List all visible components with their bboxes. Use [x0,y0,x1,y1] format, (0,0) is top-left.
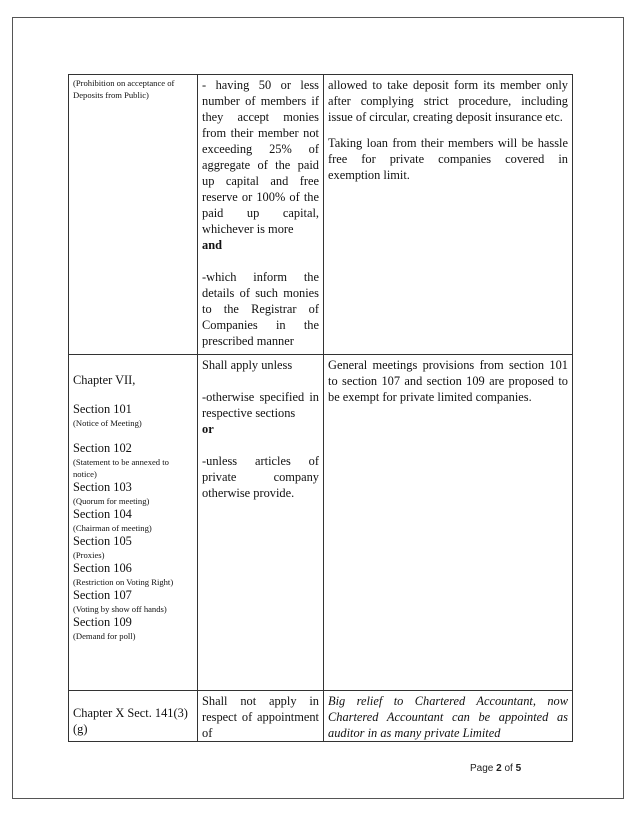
condition-text: -unless articles of private company otherwise provide. [202,454,319,500]
section-name: Section 107 [73,588,132,602]
section-description: (Notice of Meeting) [73,418,142,428]
cell-section [69,75,198,355]
section-list [73,402,193,642]
section-description: (Quorum for meeting) [73,496,150,506]
remark-text: Big relief to Chartered Accountant, now Chartered Accountant can be appointed as auditor in as many private Limited [328,694,568,740]
remark-text: allowed to take deposit form its member only after complying strict procedure, including issue of circular, creating deposit insurance etc. [328,78,568,124]
cell-condition [198,691,324,742]
section-name: Section 102 [73,441,132,455]
cell-condition [198,355,324,691]
table-row [69,691,573,742]
cell-remark [324,75,573,355]
section-name: Section 109 [73,615,132,629]
table-row [69,355,573,691]
page-total: 5 [515,763,522,774]
cell-remark [324,691,573,742]
section-description: (Statement to be annexed to notice) [73,457,169,479]
chapter-title: Chapter X Sect. 141(3)(g) [73,706,188,736]
cell-remark [324,355,573,691]
condition-text: Shall apply unless [202,358,293,372]
table-row [69,75,573,355]
remark-text: General meetings provisions from section 101 to section 107 and section 109 are proposed to be exempt for private limited companies. [328,358,568,404]
section-name: Section 103 [73,480,132,494]
provisions-table [68,74,573,742]
section-name: Section 106 [73,561,132,575]
conjunction-or: or [202,422,214,436]
cell-section [69,355,198,691]
condition-text: Shall not apply in respect of appointment of [202,694,319,740]
cell-condition [198,75,324,355]
condition-text: - having 50 or less number of members if they accept monies from their member not exceeding 25% of aggregate of the paid up capital and free reserve or 100% of the paid up capital, whichever is more [202,78,319,236]
section-name: Section 101 [73,402,132,416]
section-description: (Prohibition on acceptance of Deposits from Public) [73,78,175,100]
section-description: (Restriction on Voting Right) [73,577,174,587]
condition-text: -otherwise specified in respective sections [202,390,319,420]
of-label: of [504,763,513,774]
section-description: (Chairman of meeting) [73,523,152,533]
section-description: (Proxies) [73,550,105,560]
chapter-title: Chapter VII, [73,373,136,387]
condition-text: -which inform the details of such monies to the Registrar of Companies in the prescribed manner [202,270,319,348]
section-description: (Voting by show off hands) [73,604,167,614]
page-label: Page [470,763,494,774]
remark-text: Taking loan from their members will be hassle free for private companies covered in exemption limit. [328,136,568,182]
section-name: Section 104 [73,507,132,521]
conjunction-and: and [202,238,222,252]
page-footer [470,763,521,774]
section-name: Section 105 [73,534,132,548]
cell-section [69,691,198,742]
page-number: 2 [496,763,502,774]
section-description: (Demand for poll) [73,631,136,641]
